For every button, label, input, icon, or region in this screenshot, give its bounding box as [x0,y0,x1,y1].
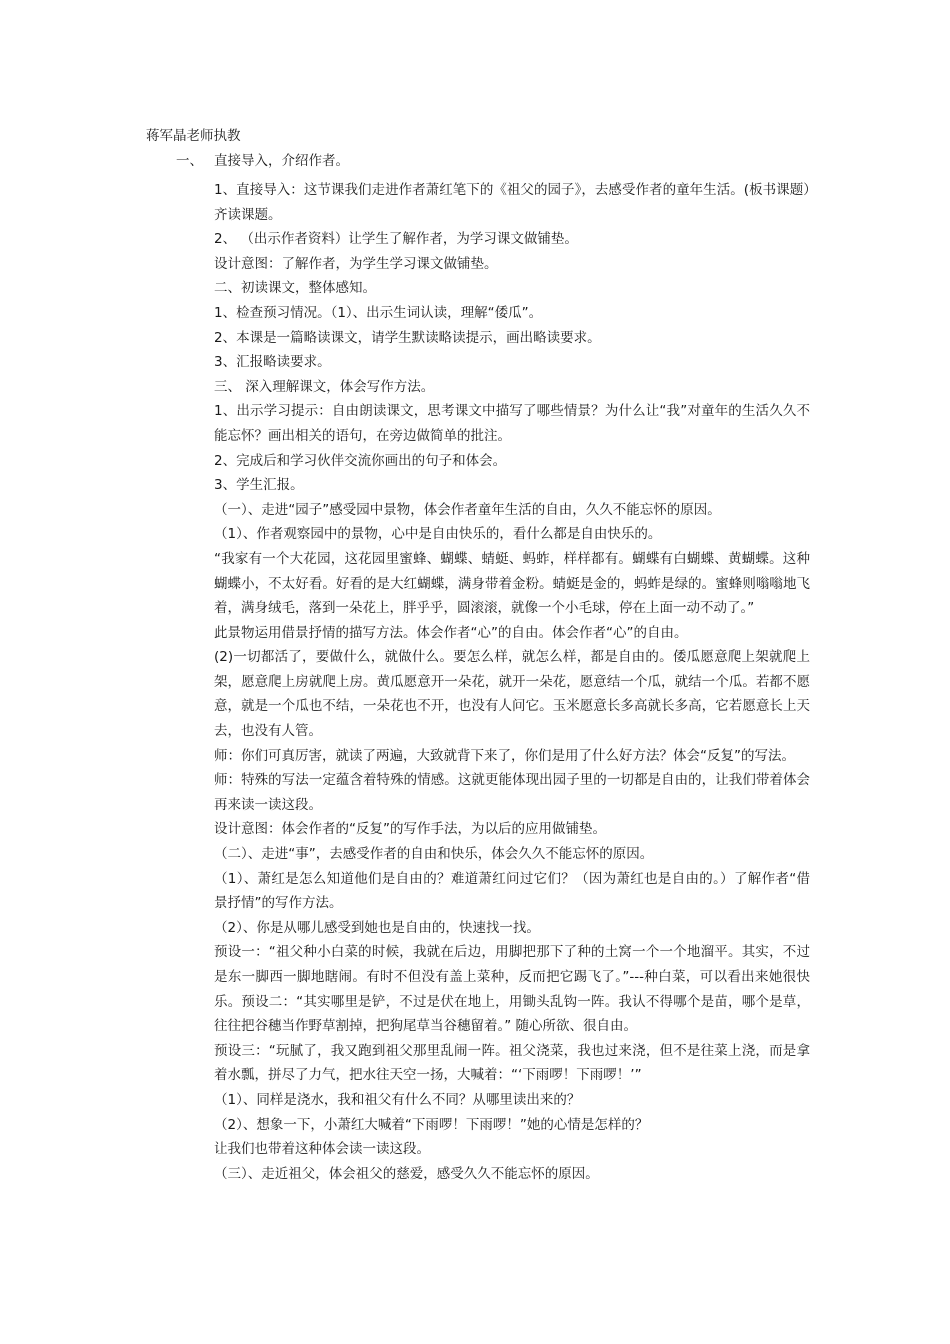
paragraph: （2）、你是从哪儿感受到她也是自由的，快速找一找。 [214,919,540,936]
paragraph: 三、 深入理解课文，体会写作方法。 [214,378,435,395]
paragraph: （1）、作者观察园中的景物，心中是自由快乐的，看什么都是自由快乐的。 [214,526,662,543]
paragraph: 师：特殊的写法一定蕴含着特殊的情感。这就更能体现出园子里的一切都是自由的，让我们带着体会再来读一读这段。 [214,772,810,813]
paragraph: （2）、想象一下，小萧红大喊着“下雨啰！下雨啰！”她的心情是怎样的？ [214,1116,649,1133]
paragraph: （1）、萧红是怎么知道他们是自由的？难道萧红问过它们？（因为萧红也是自由的。）了解作者“借景抒情”的写作方法。 [214,870,810,912]
paragraph: （二）、走进“事”，去感受作者的自由和快乐，体会久久不能忘怀的原因。 [214,846,654,863]
paragraph: 让我们也带着这种体会读一读这段。 [214,1141,430,1158]
paragraph: 3、学生汇报。 [214,477,304,494]
paragraph: 2、本课是一篇略读课文，请学生默读略读提示，画出略读要求。 [214,329,601,346]
paragraph: （1）、同样是浇水，我和祖父有什么不同？从哪里读出来的？ [214,1091,581,1108]
paragraph: 2、 （出示作者资料）让学生了解作者，为学习课文做铺垫。 [214,231,578,248]
paragraph: 二、初读课文，整体感知。 [214,280,376,297]
paragraph: 3、汇报略读要求。 [214,354,331,371]
section-title: 直接导入，介绍作者。 [214,153,349,169]
paragraph: 此景物运用借景抒情的描写方法。体会作者“心”的自由。体会作者“心”的自由。 [214,624,688,641]
document-body [214,178,810,1186]
paragraph: 预设一：“祖父种小白菜的时候，我就在后边，用脚把那下了种的土窝一个一个地溜平。其实，不过是东一脚西一脚地瞎闹。有时不但没有盖上菜种，反而把它踢飞了。”---种白菜，可以看出来她很快乐。预设二：“其实哪里是铲，不过是伏在地上，用锄头乱钩一阵。我认不得哪个是苗，哪个是草，往往把谷穗当作野草割掉，把狗尾草当谷穗留着。” 随心所欲、很自由。 [214,944,810,1035]
paragraph: 1、出示学习提示：自由朗读课文，思考课文中描写了哪些情景？为什么让“我”对童年的生活久久不能忘怀？画出相关的语句，在旁边做简单的批注。 [214,403,810,444]
paragraph: 设计意图：体会作者的“反复”的写作手法，为以后的应用做铺垫。 [214,821,606,838]
paragraph: (2)一切都活了，要做什么，就做什么。要怎么样，就怎么样，都是自由的。倭瓜愿意爬上架就爬上架，愿意爬上房就爬上房。黄瓜愿意开一朵花，就开一朵花，愿意结一个瓜，就结一个瓜。若都不愿意，就是一个瓜也不结，一朵花也不开，也没有人问它。玉米愿意长多高就长多高，它若愿意长上天去，也没有人管。 [214,649,810,740]
paragraph: 设计意图：了解作者，为学生学习课文做铺垫。 [214,255,498,272]
paragraph: 2、完成后和学习伙伴交流你画出的句子和体会。 [214,452,507,469]
paragraph: （三）、走近祖父，体会祖父的慈爱，感受久久不能忘怀的原因。 [214,1165,599,1182]
paragraph: 师：你们可真厉害，就读了两遍，大致就背下来了，你们是用了什么好方法？体会“反复”的写法。 [214,747,795,764]
author-line: 蒋军晶老师执教 [146,128,241,144]
paragraph: 1、直接导入：这节课我们走进作者萧红笔下的《祖父的园子》，去感受作者的童年生活。(板书课题）齐读课题。 [214,182,810,223]
section-heading-1 [176,152,349,170]
paragraph: 1、检查预习情况。（1）、出示生词认读，理解“倭瓜”。 [214,304,543,321]
paragraph: 预设三：“玩腻了，我又跑到祖父那里乱闹一阵。祖父浇菜，我也过来浇，但不是往菜上浇，而是拿着水瓢，拼尽了力气，把水往天空一扬，大喊着：“‘下雨啰！下雨啰！’” [214,1042,810,1084]
section-number: 一、 [176,153,203,169]
paragraph: “我家有一个大花园，这花园里蜜蜂、蝴蝶、蜻蜓、蚂蚱，样样都有。蝴蝶有白蝴蝶、黄蝴蝶。这种蝴蝶小，不太好看。好看的是大红蝴蝶，满身带着金粉。蜻蜓是金的，蚂蚱是绿的。蜜蜂则嗡嗡地飞着，满身绒毛，落到一朵花上，胖乎乎，圆滚滚，就像一个小毛球，停在上面一动不动了。” [214,550,810,617]
paragraph: （一）、走进“园子”感受园中景物，体会作者童年生活的自由，久久不能忘怀的原因。 [214,501,721,518]
